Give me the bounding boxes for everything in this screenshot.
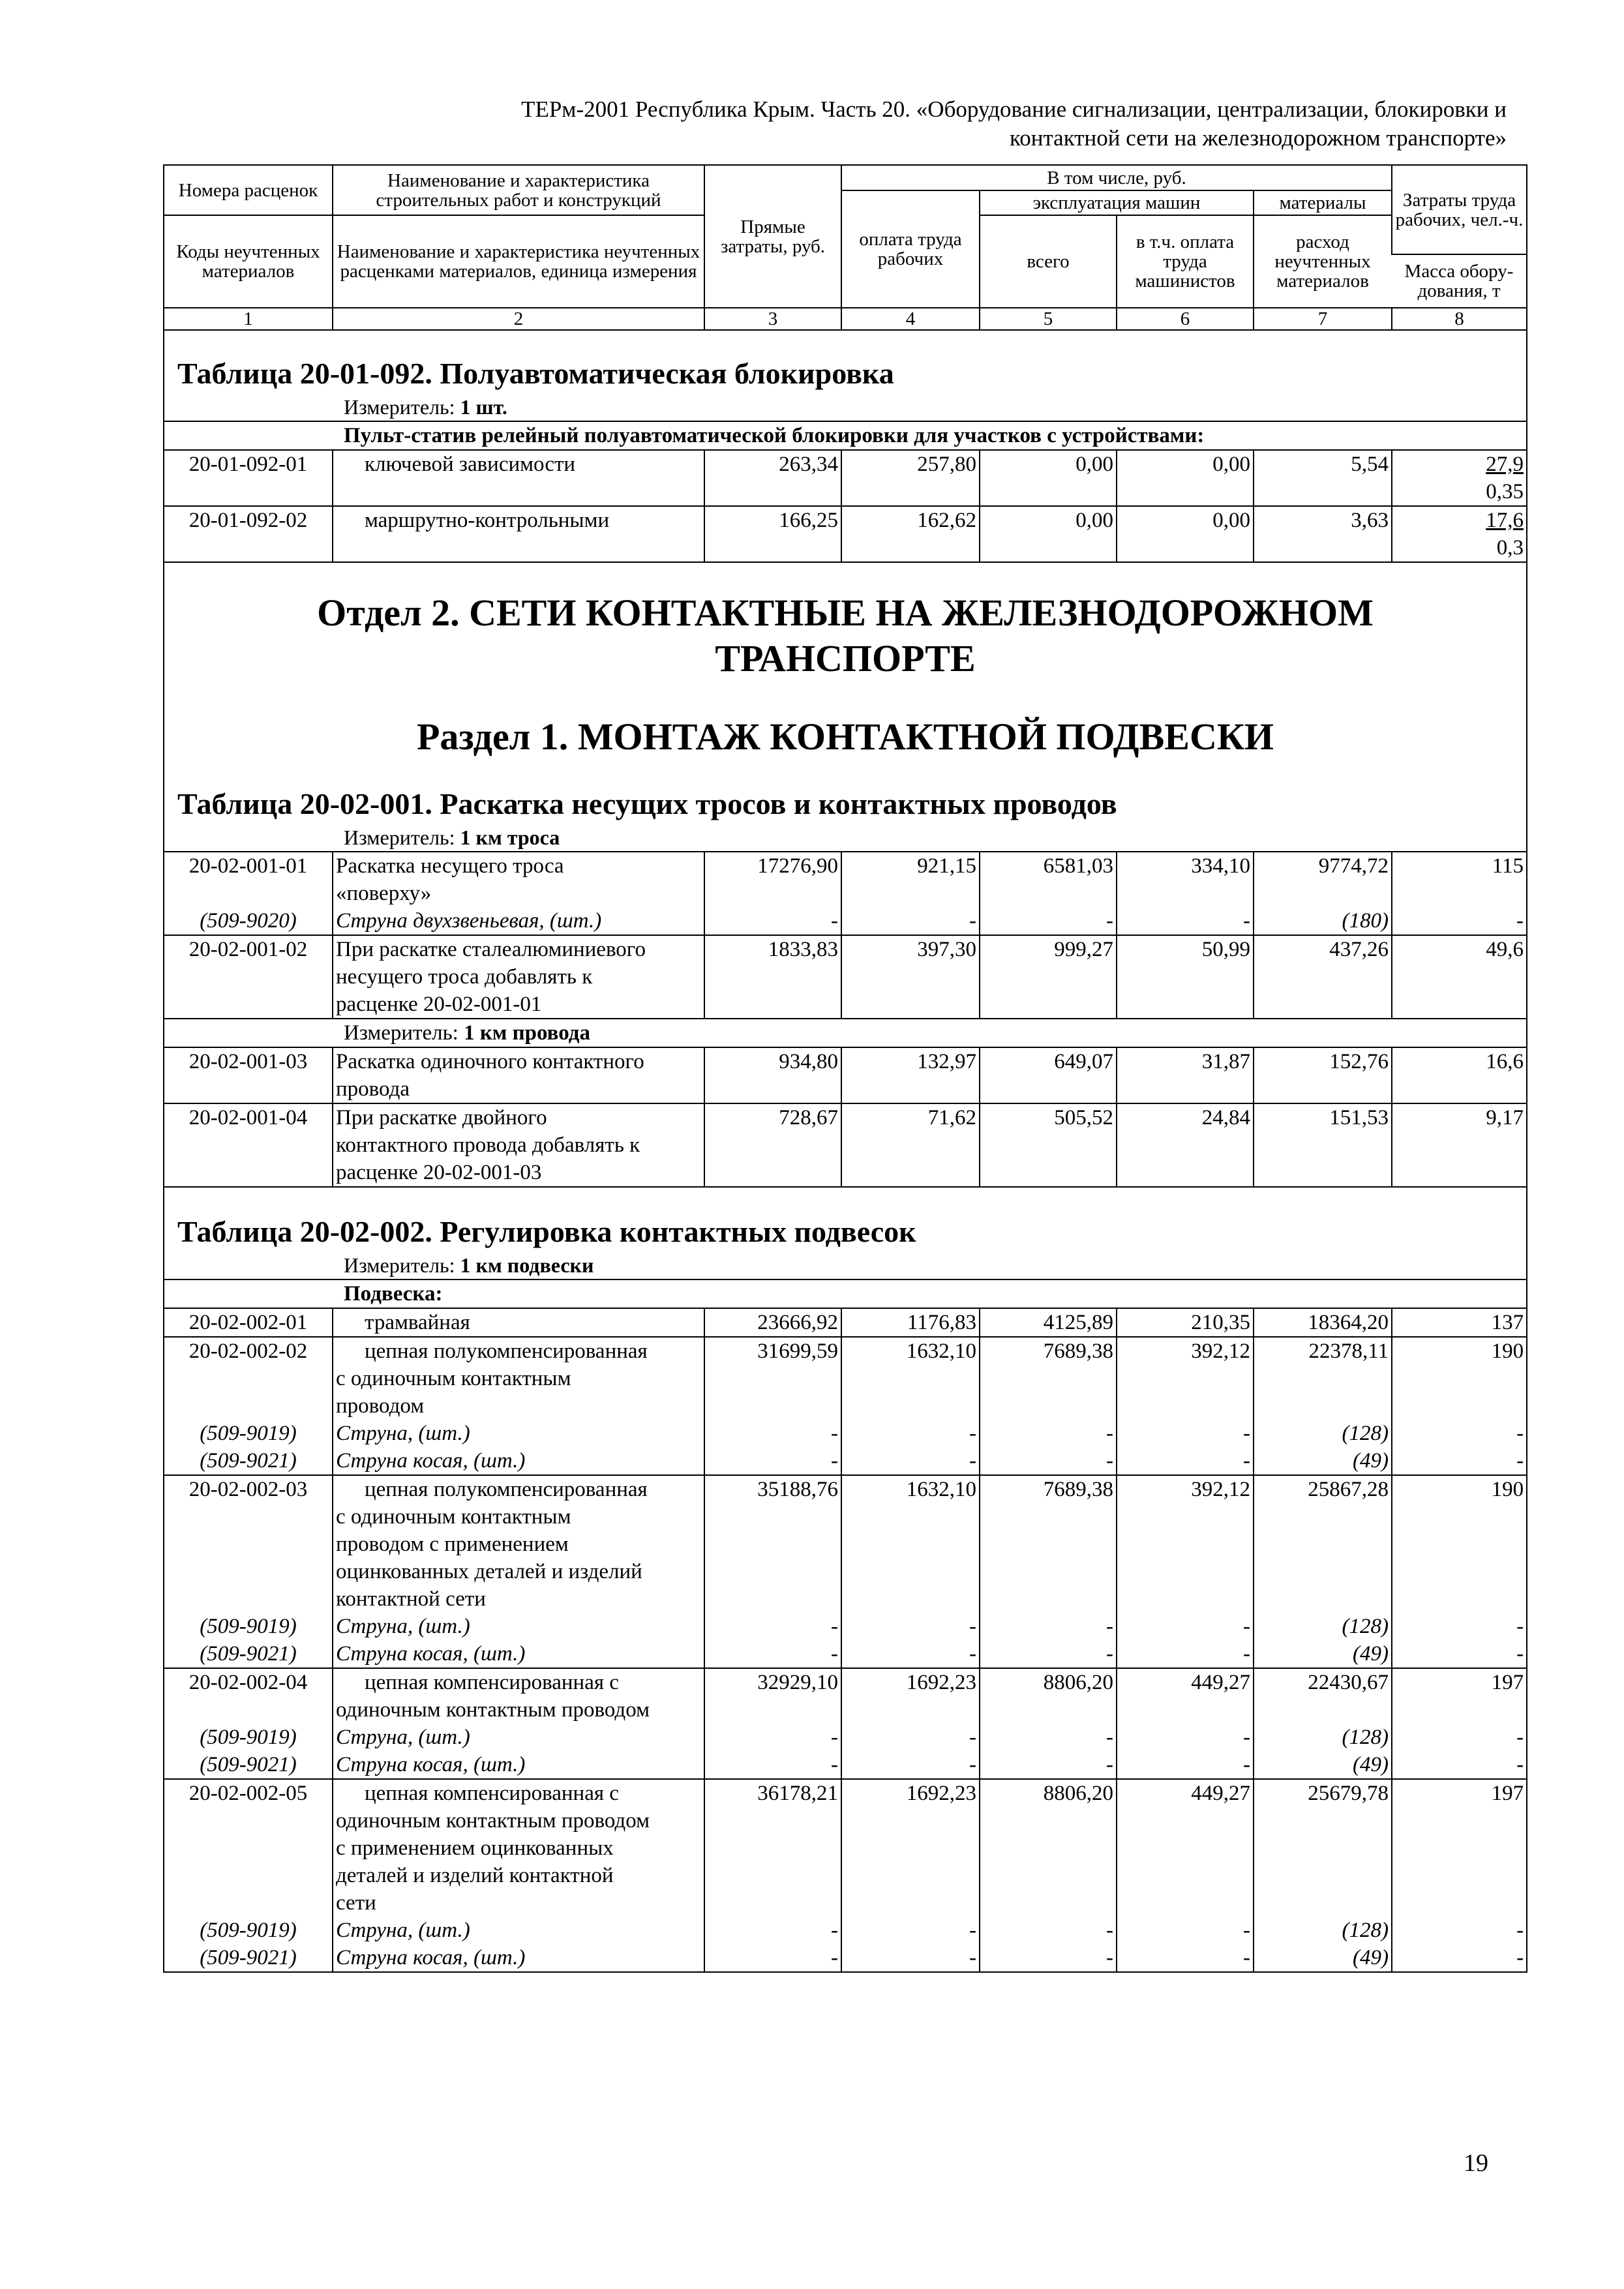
col-number: 4: [841, 308, 980, 330]
table-row: 20-02-002-03 цепная полукомпенсированная с одиночным контактным проводом с применением оцинкованных деталей и изделий контактной сети 35188,76 1632,10 7689,38 392,12 25867,28 190: [164, 1475, 1526, 1613]
col-number: 8: [1392, 308, 1526, 330]
running-header: [248, 95, 1507, 153]
table-002-unit: Измеритель: 1 км подвески: [344, 1253, 594, 1277]
col-1-header-top: Номера расценок: [164, 166, 333, 215]
materials-header: материалы: [1254, 190, 1392, 215]
page-number: 19: [1464, 2149, 1488, 2177]
table-row-mass: 0,35: [164, 478, 1526, 506]
running-header-line-1: ТЕРм-2001 Республика Крым. Часть 20. «Оборудование сигнализации, централизации, блокировки и: [521, 97, 1507, 122]
col-8-header-bottom: Масса обору-дования, т: [1392, 254, 1526, 308]
col-number: 5: [980, 308, 1117, 330]
group-heading: Пульт-статив релейный полуавтоматической блокировки для участков с устройствами:: [164, 421, 1526, 450]
col-3-header: Прямые затраты, руб.: [704, 166, 841, 308]
col-number: 7: [1254, 308, 1392, 330]
material-row: (509-9019) Струна, (шт.) - - - - (128) -: [164, 1420, 1526, 1447]
material-row: (509-9021) Струна косая, (шт.) - - - - (49) -: [164, 1944, 1526, 1972]
material-row: (509-9019) Струна, (шт.) - - - - (128) -: [164, 1613, 1526, 1640]
table-row-mass: 0,3: [164, 534, 1526, 562]
table-row: 20-02-002-02 цепная полукомпенсированная с одиночным контактным проводом 31699,59 1632,10 7689,38 392,12 22378,11 190: [164, 1337, 1526, 1420]
table-row: 20-02-001-03 Раскатка одиночного контактного провода 934,80 132,97 649,07 31,87 152,76 16,6: [164, 1047, 1526, 1103]
col-8-header-top: Затраты труда рабочих, чел.-ч.: [1392, 166, 1526, 254]
group-heading: Подвеска:: [164, 1279, 1526, 1308]
col-2-header-bottom: Наименование и характеристика неучтенных расценками материалов, единица измерения: [333, 215, 704, 308]
material-row: (509-9019) Струна, (шт.) - - - - (128) -: [164, 1724, 1526, 1751]
col-number: 6: [1117, 308, 1254, 330]
material-row: (509-9021) Струна косая, (шт.) - - - - (49) -: [164, 1640, 1526, 1668]
table-002-data: [164, 1279, 1526, 1973]
table-row: 20-02-002-05 цепная компенсированная с одиночным контактным проводом с применением оцинкованных деталей и изделий контактной сети 36178,21 1692,23 8806,20 449,27 25679,78 197: [164, 1779, 1526, 1917]
table-001-data: [164, 851, 1526, 1188]
col-number: 1: [164, 308, 333, 330]
col-1-header-bottom: Коды неучтенных материалов: [164, 215, 333, 308]
table-092-title: Таблица 20-01-092. Полуавтоматическая блокировка: [177, 357, 894, 390]
including-header: В том числе, руб.: [841, 166, 1392, 190]
unit-heading: Измеритель: 1 км провода: [164, 1019, 1526, 1047]
col-4-header: оплата труда рабочих: [841, 190, 980, 308]
table-092-data: [164, 421, 1526, 563]
table-row: 20-02-001-02 При раскатке сталеалюминиевого несущего троса добавлять к расценке 20-02-001-01 1833,83 397,30 999,27 50,99 437,26 49,6: [164, 935, 1526, 1019]
material-row: (509-9021) Струна косая, (шт.) - - - - (49) -: [164, 1447, 1526, 1475]
running-header-line-2: контактной сети на железнодорожном транспорте»: [1010, 125, 1507, 151]
material-row: (509-9019) Струна, (шт.) - - - - (128) -: [164, 1917, 1526, 1944]
col-6-header: в т.ч. оплата труда машинистов: [1117, 215, 1254, 308]
material-row: (509-9020) Струна двухзвеньевая, (шт.) - - - - (180) -: [164, 907, 1526, 935]
table-row: 20-02-002-01 трамвайная 23666,92 1176,83 4125,89 210,35 18364,20 137: [164, 1308, 1526, 1337]
table-row: 20-02-001-01 Раскатка несущего троса «поверху» 17276,90 921,15 6581,03 334,10 9774,72 115: [164, 852, 1526, 907]
table-002-title: Таблица 20-02-002. Регулировка контактных подвесок: [177, 1215, 916, 1248]
col-number: 2: [333, 308, 704, 330]
department-title: Отдел 2. СЕТИ КОНТАКТНЫЕ НА ЖЕЛЕЗНОДОРОЖНОМ ТРАНСПОРТЕ: [317, 591, 1374, 680]
col-7-header: расход неучтенных материалов: [1254, 215, 1392, 308]
table-row: 20-01-092-02 маршрутно-контрольными 166,25 162,62 0,00 0,00 3,63 17,6: [164, 506, 1526, 534]
machines-header: эксплуатация машин: [980, 190, 1254, 215]
table-092-unit: Измеритель: 1 шт.: [344, 395, 507, 419]
col-5-header: всего: [980, 215, 1117, 308]
table-001-unit: Измеритель: 1 км троса: [344, 826, 560, 849]
table-001-title: Таблица 20-02-001. Раскатка несущих тросов и контактных проводов: [177, 787, 1117, 820]
table-row: 20-02-002-04 цепная компенсированная с одиночным контактным проводом 32929,10 1692,23 8806,20 449,27 22430,67 197: [164, 1668, 1526, 1724]
material-row: (509-9021) Струна косая, (шт.) - - - - (49) -: [164, 1751, 1526, 1779]
rates-sheet: [163, 164, 1527, 1973]
section-title: Раздел 1. МОНТАЖ КОНТАКТНОЙ ПОДВЕСКИ: [416, 715, 1274, 758]
column-header-table: [164, 166, 1526, 331]
col-2-header-top: Наименование и характеристика строительных работ и конструкций: [333, 166, 704, 215]
table-row: 20-01-092-01 ключевой зависимости 263,34 257,80 0,00 0,00 5,54 27,9: [164, 450, 1526, 478]
col-number: 3: [704, 308, 841, 330]
table-row: 20-02-001-04 При раскатке двойного контактного провода добавлять к расценке 20-02-001-03 728,67 71,62 505,52 24,84 151,53 9,17: [164, 1103, 1526, 1187]
